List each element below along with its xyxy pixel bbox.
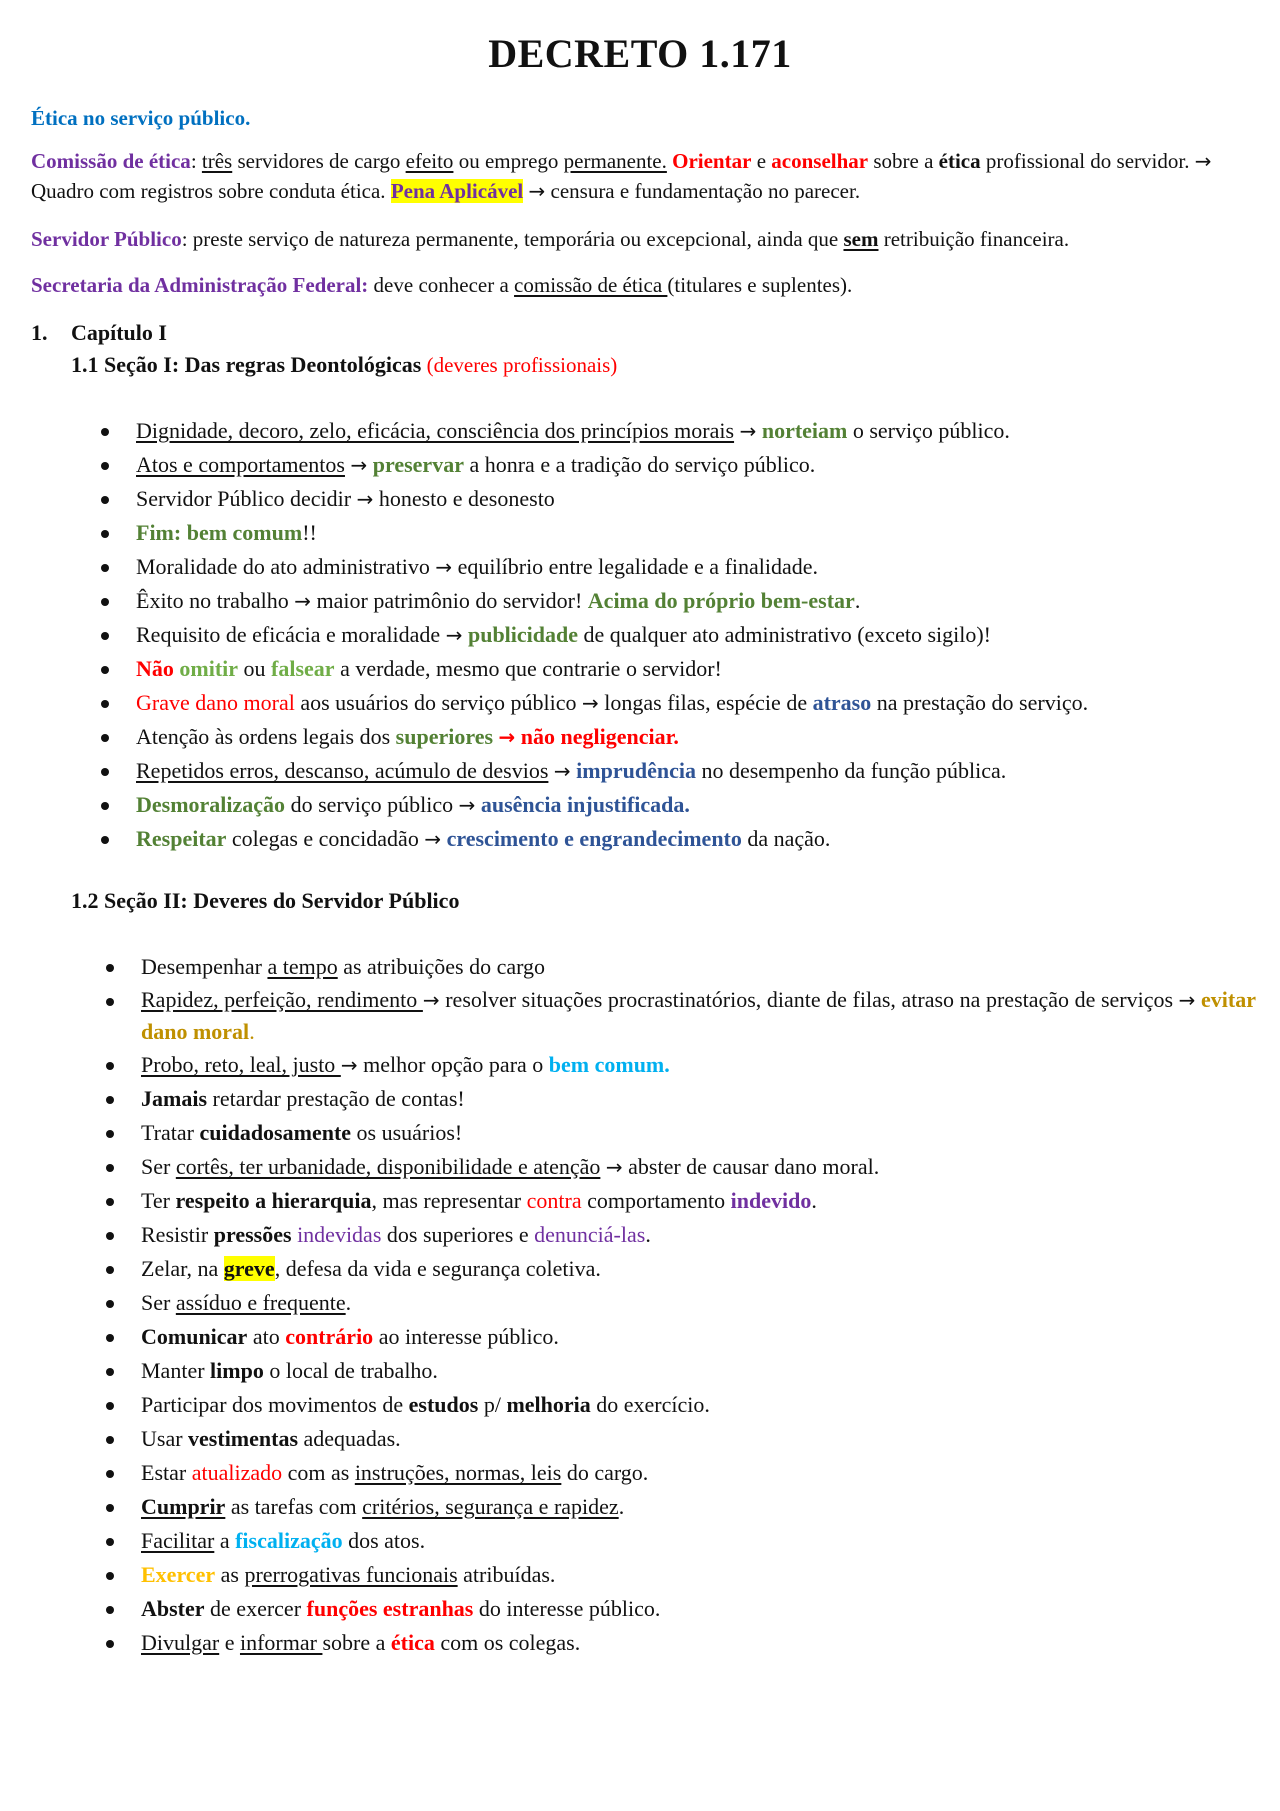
text: longas filas, espécie de bbox=[598, 690, 813, 715]
text: funções estranhas bbox=[306, 1596, 474, 1621]
bullet-icon bbox=[106, 1504, 114, 1512]
bullet-icon bbox=[106, 1266, 114, 1274]
text: adequadas. bbox=[298, 1426, 401, 1451]
text: limpo bbox=[210, 1358, 264, 1383]
bullet-icon bbox=[106, 1640, 114, 1648]
list-item bbox=[106, 1592, 1256, 1626]
text: maior patrimônio do servidor! bbox=[311, 588, 588, 613]
text: . bbox=[345, 1290, 352, 1315]
text: ato bbox=[247, 1324, 286, 1349]
text-pena-aplicavel: Pena Aplicável bbox=[390, 179, 524, 203]
text: indevidas bbox=[297, 1222, 382, 1247]
text: profissional do servidor. bbox=[980, 149, 1195, 173]
bullet-icon bbox=[101, 462, 109, 470]
label-secretaria: Secretaria da Administração Federal: bbox=[31, 273, 369, 297]
text: Moralidade do ato administrativo bbox=[136, 554, 436, 579]
text: atribuídas. bbox=[457, 1562, 556, 1587]
paragraph-comissao bbox=[31, 146, 1256, 206]
bullet-icon bbox=[101, 768, 109, 776]
list-item bbox=[101, 550, 1221, 584]
text: contra bbox=[526, 1188, 582, 1213]
section2-list bbox=[106, 950, 1256, 1660]
section2-title: 1.2 Seção II: Deveres do Servidor Público bbox=[71, 888, 460, 913]
bullet-icon bbox=[106, 1470, 114, 1478]
chapter-title: Capítulo I bbox=[71, 320, 167, 345]
text: servidores de cargo bbox=[232, 149, 406, 173]
text: ética bbox=[390, 1630, 435, 1655]
arrow-icon: → bbox=[340, 1053, 358, 1077]
text: Estar bbox=[141, 1460, 192, 1485]
text: equilíbrio entre legalidade e a finalidade. bbox=[452, 554, 819, 579]
bullet-icon bbox=[106, 1606, 114, 1614]
text: greve bbox=[223, 1256, 275, 1281]
text: honesto e desonesto bbox=[373, 486, 555, 511]
text: Comunicar bbox=[141, 1324, 248, 1349]
text: os usuários! bbox=[351, 1120, 463, 1145]
text: Manter bbox=[141, 1358, 211, 1383]
list-item bbox=[106, 1184, 1256, 1218]
text: contrário bbox=[285, 1324, 374, 1349]
text-tres: três bbox=[201, 149, 233, 173]
list-item bbox=[101, 516, 1221, 550]
text: . bbox=[811, 1188, 817, 1213]
text: Tratar bbox=[141, 1120, 200, 1145]
text: a bbox=[214, 1528, 236, 1553]
bullet-icon bbox=[101, 836, 109, 844]
text: colegas e concidadão bbox=[226, 826, 425, 851]
text: preservar bbox=[372, 452, 464, 477]
label-comissao: Comissão de ética bbox=[31, 149, 191, 173]
bullet-icon bbox=[101, 734, 109, 742]
text: Jamais bbox=[141, 1086, 207, 1111]
text: publicidade bbox=[467, 622, 579, 647]
text: : preste serviço de natureza permanente, temporária ou excepcional, ainda que bbox=[181, 227, 844, 251]
bullet-icon bbox=[101, 802, 109, 810]
text: . bbox=[645, 1222, 651, 1247]
bullet-icon bbox=[106, 1300, 114, 1308]
text: falsear bbox=[271, 656, 335, 681]
arrow-icon: → bbox=[350, 453, 368, 477]
text: do serviço público bbox=[285, 792, 459, 817]
section1-title: 1.1 Seção I: Das regras Deontológicas bbox=[71, 352, 422, 377]
text: a tempo bbox=[267, 954, 338, 979]
text: Quadro com registros sobre conduta ética. bbox=[31, 179, 391, 203]
text: resolver situações procrastinatórios, diante de filas, atraso na prestação de serviços bbox=[439, 987, 1179, 1012]
text: Cumprir bbox=[141, 1494, 226, 1519]
list-item bbox=[101, 448, 1221, 482]
text: , mas representar bbox=[371, 1188, 527, 1213]
text: comportamento bbox=[581, 1188, 731, 1213]
text: melhoria bbox=[506, 1392, 591, 1417]
arrow-icon: → bbox=[294, 589, 312, 613]
text-aconselhar: aconselhar bbox=[771, 149, 869, 173]
arrow-icon: → bbox=[553, 759, 571, 783]
text: de qualquer ato administrativo (exceto sigilo)! bbox=[578, 622, 991, 647]
text: . bbox=[854, 588, 861, 613]
list-item bbox=[101, 686, 1221, 720]
text: de exercer bbox=[204, 1596, 307, 1621]
text: Servidor Público decidir bbox=[136, 486, 357, 511]
list-item bbox=[106, 1422, 1256, 1456]
text: prerrogativas funcionais bbox=[244, 1562, 458, 1587]
text: vestimentas bbox=[188, 1426, 299, 1451]
list-item bbox=[106, 1388, 1256, 1422]
text: informar bbox=[239, 1630, 323, 1655]
list-item bbox=[101, 652, 1221, 686]
text-sem: sem bbox=[843, 227, 879, 251]
text: Repetidos erros, descanso, acúmulo de desvios bbox=[136, 758, 549, 783]
text: : bbox=[190, 149, 202, 173]
text: . bbox=[249, 1019, 255, 1044]
text: Ser bbox=[141, 1290, 176, 1315]
arrow-icon: → bbox=[356, 487, 374, 511]
paragraph-servidor bbox=[31, 224, 1256, 254]
text: censura e fundamentação no parecer. bbox=[545, 179, 861, 203]
text: ausência injustificada. bbox=[480, 792, 690, 817]
bullet-icon bbox=[101, 632, 109, 640]
text: e bbox=[751, 149, 772, 173]
bullet-icon bbox=[106, 1368, 114, 1376]
text: Requisito de eficácia e moralidade bbox=[136, 622, 446, 647]
bullet-icon bbox=[106, 1198, 114, 1206]
list-item bbox=[106, 1286, 1256, 1320]
list-item bbox=[106, 984, 1256, 1048]
arrow-icon: → bbox=[498, 725, 516, 749]
text: bem comum. bbox=[548, 1052, 670, 1077]
text: na prestação do serviço. bbox=[871, 690, 1089, 715]
bullet-icon bbox=[101, 598, 109, 606]
text: pressões bbox=[213, 1222, 292, 1247]
text: respeito a hierarquia bbox=[175, 1188, 372, 1213]
arrow-icon: → bbox=[422, 988, 440, 1012]
section1-list bbox=[101, 414, 1221, 856]
text: Zelar, na bbox=[141, 1256, 224, 1281]
bullet-icon bbox=[101, 530, 109, 538]
list-item bbox=[101, 414, 1221, 448]
text: Acima do próprio bem-estar bbox=[587, 588, 855, 613]
text: cuidadosamente bbox=[199, 1120, 352, 1145]
section1-heading bbox=[71, 352, 617, 378]
text: Atenção às ordens legais dos bbox=[136, 724, 396, 749]
list-item bbox=[106, 1490, 1256, 1524]
text: as bbox=[215, 1562, 245, 1587]
list-item bbox=[106, 1150, 1256, 1184]
text: Rapidez, perfeição, rendimento bbox=[141, 987, 423, 1012]
text: Ter bbox=[141, 1188, 176, 1213]
text: aos usuários do serviço público bbox=[294, 690, 582, 715]
bullet-icon bbox=[101, 496, 109, 504]
chapter-heading bbox=[31, 320, 167, 346]
text: estudos bbox=[408, 1392, 479, 1417]
text: o serviço público. bbox=[847, 418, 1010, 443]
bullet-icon bbox=[106, 964, 114, 972]
text: . bbox=[618, 1494, 625, 1519]
list-item bbox=[101, 618, 1221, 652]
section1-note: (deveres profissionais) bbox=[421, 353, 618, 377]
bullet-icon bbox=[106, 1062, 114, 1070]
text: sobre a bbox=[322, 1630, 391, 1655]
text: norteiam bbox=[761, 418, 848, 443]
bullet-icon bbox=[101, 564, 109, 572]
text: deve conhecer a bbox=[368, 273, 515, 297]
text: imprudência bbox=[576, 758, 696, 783]
list-item bbox=[106, 1558, 1256, 1592]
text: Abster bbox=[141, 1596, 205, 1621]
text: Divulgar bbox=[141, 1630, 220, 1655]
text: , defesa da vida e segurança coletiva. bbox=[274, 1256, 601, 1281]
text-comissao: comissão de ética bbox=[514, 273, 668, 297]
text: Não bbox=[136, 656, 174, 681]
text: do cargo. bbox=[561, 1460, 649, 1485]
text: ao interesse público. bbox=[373, 1324, 559, 1349]
page-title: DECRETO 1.171 bbox=[488, 31, 792, 76]
list-item bbox=[106, 1252, 1256, 1286]
text: crescimento e engrandecimento bbox=[446, 826, 742, 851]
text: instruções, normas, leis bbox=[354, 1460, 562, 1485]
arrow-icon: → bbox=[424, 827, 442, 851]
arrow-icon: → bbox=[739, 419, 757, 443]
text: Usar bbox=[141, 1426, 189, 1451]
text: omitir bbox=[179, 656, 239, 681]
bullet-icon bbox=[106, 998, 114, 1006]
text: não negligenciar. bbox=[520, 724, 679, 749]
list-item bbox=[101, 584, 1221, 618]
text: e bbox=[219, 1630, 240, 1655]
arrow-icon: → bbox=[458, 793, 476, 817]
bullet-icon bbox=[101, 700, 109, 708]
text: (titulares e suplentes). bbox=[667, 273, 853, 297]
text-etica: ética bbox=[938, 149, 981, 173]
list-item bbox=[106, 1320, 1256, 1354]
list-item bbox=[101, 720, 1221, 754]
bullet-icon bbox=[106, 1436, 114, 1444]
text: com os colegas. bbox=[434, 1630, 581, 1655]
list-item bbox=[106, 1048, 1256, 1082]
text-efeito: efeito bbox=[405, 149, 454, 173]
arrow-icon: → bbox=[582, 691, 599, 715]
text: no desempenho da função pública. bbox=[695, 758, 1007, 783]
text: dos atos. bbox=[342, 1528, 426, 1553]
list-item bbox=[106, 1082, 1256, 1116]
arrow-icon: → bbox=[435, 555, 453, 579]
text: dos superiores e bbox=[381, 1222, 535, 1247]
text: as atribuições do cargo bbox=[337, 954, 546, 979]
text: Ser bbox=[141, 1154, 176, 1179]
list-item bbox=[101, 754, 1221, 788]
list-item bbox=[101, 788, 1221, 822]
bullet-icon bbox=[106, 1164, 114, 1172]
text: Desmoralização bbox=[136, 792, 286, 817]
text: fiscalização bbox=[235, 1528, 343, 1553]
text: Respeitar bbox=[136, 826, 227, 851]
text: da nação. bbox=[741, 826, 831, 851]
paragraph-secretaria bbox=[31, 270, 1256, 300]
text: Atos e comportamentos bbox=[136, 452, 345, 477]
text: p/ bbox=[478, 1392, 507, 1417]
list-item bbox=[101, 482, 1221, 516]
bullet-icon bbox=[106, 1334, 114, 1342]
arrow-icon: → bbox=[605, 1155, 623, 1179]
text: Grave dano moral bbox=[136, 690, 295, 715]
text-permanente: permanente. bbox=[563, 149, 667, 173]
list-item bbox=[106, 1218, 1256, 1252]
text: Fim: bem comum bbox=[136, 520, 303, 545]
text: assíduo e frequente bbox=[175, 1290, 346, 1315]
text: cortês, ter urbanidade, disponibilidade e atenção bbox=[175, 1154, 601, 1179]
list-item bbox=[106, 1456, 1256, 1490]
text: Desempenhar bbox=[141, 954, 268, 979]
text: Êxito no trabalho bbox=[136, 588, 295, 613]
bullet-icon bbox=[106, 1232, 114, 1240]
text: Exercer bbox=[141, 1562, 216, 1587]
text: atualizado bbox=[191, 1460, 283, 1485]
arrow-icon: → bbox=[528, 179, 546, 203]
bullet-icon bbox=[106, 1538, 114, 1546]
text: critérios, segurança e rapidez bbox=[362, 1494, 619, 1519]
text: atraso bbox=[812, 690, 872, 715]
text: do exercício. bbox=[590, 1392, 710, 1417]
list-item bbox=[106, 1524, 1256, 1558]
list-item bbox=[106, 1354, 1256, 1388]
bullet-icon bbox=[101, 666, 109, 674]
text: !! bbox=[302, 520, 317, 545]
text: Dignidade, decoro, zelo, eficácia, consciência dos princípios morais bbox=[136, 418, 735, 443]
list-item bbox=[106, 1116, 1256, 1150]
text: do interesse público. bbox=[473, 1596, 661, 1621]
text: a honra e a tradição do serviço público. bbox=[463, 452, 816, 477]
label-servidor: Servidor Público bbox=[31, 227, 182, 251]
arrow-icon: → bbox=[1194, 149, 1212, 173]
text: Participar dos movimentos de bbox=[141, 1392, 409, 1417]
text: retardar prestação de contas! bbox=[207, 1086, 465, 1111]
text: abster de causar dano moral. bbox=[622, 1154, 880, 1179]
text: com as bbox=[282, 1460, 355, 1485]
arrow-icon: → bbox=[445, 623, 463, 647]
bullet-icon bbox=[106, 1572, 114, 1580]
text: denunciá-las bbox=[534, 1222, 646, 1247]
chapter-number: 1. bbox=[31, 320, 48, 345]
text-orientar: Orientar bbox=[672, 149, 752, 173]
text: superiores bbox=[395, 724, 494, 749]
text: ou emprego bbox=[453, 149, 564, 173]
text: retribuição financeira. bbox=[878, 227, 1070, 251]
text: melhor opção para o bbox=[357, 1052, 549, 1077]
list-item bbox=[106, 950, 1256, 984]
text: Facilitar bbox=[141, 1528, 215, 1553]
text: as tarefas com bbox=[225, 1494, 363, 1519]
bullet-icon bbox=[101, 428, 109, 436]
text: ou bbox=[238, 656, 272, 681]
list-item bbox=[101, 822, 1221, 856]
text: evitar dano moral bbox=[141, 987, 1256, 1044]
text: Resistir bbox=[141, 1222, 214, 1247]
list-item bbox=[106, 1626, 1256, 1660]
arrow-icon: → bbox=[1178, 988, 1196, 1012]
text: Probo, reto, leal, justo bbox=[141, 1052, 341, 1077]
text: a verdade, mesmo que contrarie o servidor! bbox=[334, 656, 722, 681]
text: o local de trabalho. bbox=[263, 1358, 438, 1383]
bullet-icon bbox=[106, 1130, 114, 1138]
text: sobre a bbox=[868, 149, 939, 173]
bullet-icon bbox=[106, 1096, 114, 1104]
section2-heading bbox=[71, 888, 459, 914]
bullet-icon bbox=[106, 1402, 114, 1410]
text: indevido bbox=[730, 1188, 812, 1213]
subtitle: Ética no serviço público. bbox=[31, 106, 251, 130]
